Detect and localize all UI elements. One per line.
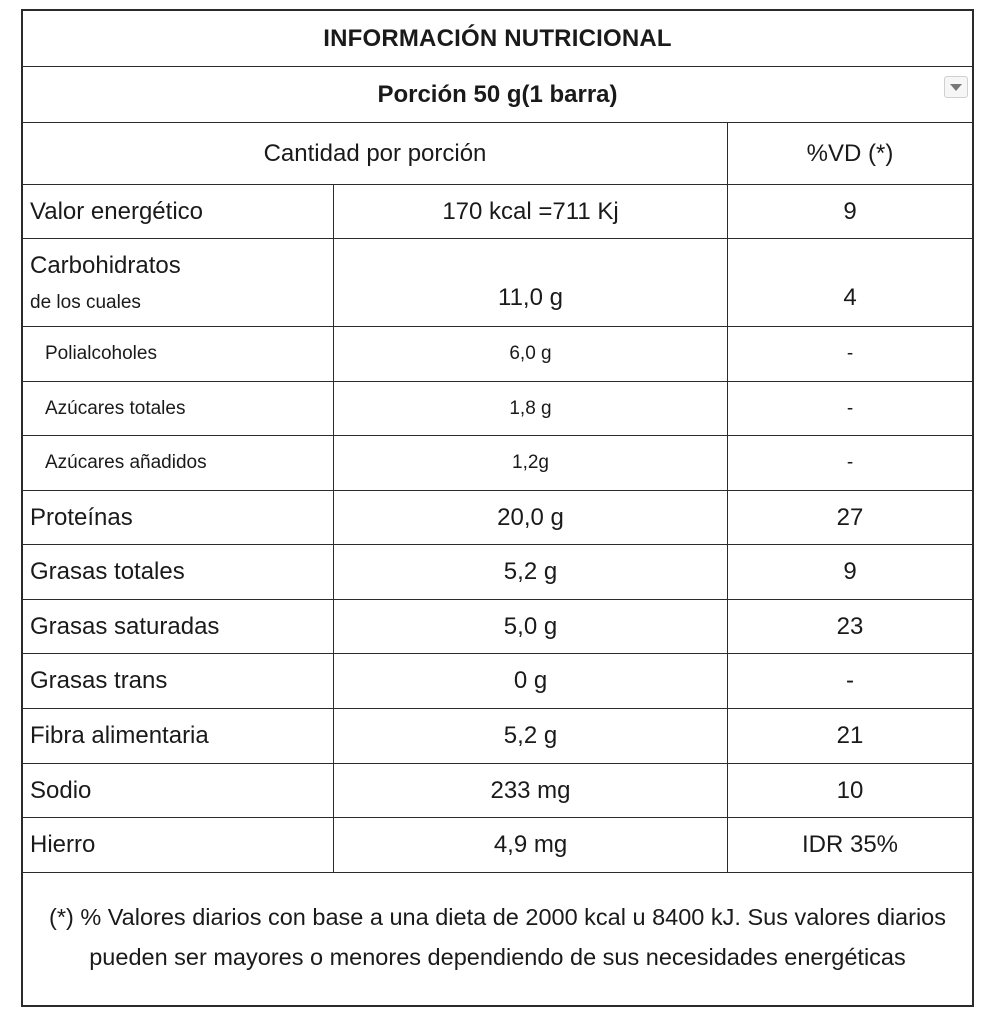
nutrient-amount: 233 mg <box>334 764 728 817</box>
table-row <box>23 654 972 709</box>
nutrient-amount: 4,9 mg <box>334 818 728 872</box>
nutrient-name-cell <box>23 239 334 326</box>
nutrient-dv: 4 <box>843 284 857 311</box>
table-title: INFORMACIÓN NUTRICIONAL <box>323 24 672 52</box>
table-row <box>23 709 972 764</box>
column-header-row <box>23 123 972 185</box>
nutrient-dv: - <box>846 667 854 694</box>
nutrient-amount: 1,8 g <box>334 382 728 435</box>
nutrient-amount: 1,2g <box>334 436 728 490</box>
nutrient-amount: 11,0 g <box>334 239 728 326</box>
nutrition-facts-table <box>21 9 974 1007</box>
nutrient-amount: 5,2 g <box>334 709 728 763</box>
nutrient-dv: 10 <box>836 776 864 804</box>
chevron-down-icon <box>950 84 962 91</box>
nutrient-dv: 9 <box>843 197 857 225</box>
dropdown-button[interactable] <box>944 76 968 98</box>
nutrient-amount: 20,0 g <box>334 491 728 544</box>
table-row <box>23 436 972 491</box>
footnote-area <box>23 869 972 1005</box>
nutrient-dv: - <box>846 397 854 419</box>
nutrient-dv: - <box>846 343 854 364</box>
portion-row <box>23 67 972 123</box>
table-row <box>23 764 972 818</box>
nutrient-name: Grasas saturadas <box>23 600 334 653</box>
table-row <box>23 600 972 654</box>
nutrient-name: Azúcares totales <box>23 382 334 435</box>
nutrient-subtitle: de los cuales <box>30 292 141 313</box>
nutrient-dv: 9 <box>843 558 857 585</box>
nutrient-name: Polialcoholes <box>23 327 334 381</box>
nutrient-name: Proteínas <box>23 491 334 544</box>
footnote: (*) % Valores diarios con base a una dieta de 2000 kcal u 8400 kJ. Sus valores diarios pueden ser mayores o menores dependiendo de sus necesidades energéticas <box>49 904 946 970</box>
nutrient-name: Fibra alimentaria <box>23 709 334 763</box>
nutrient-dv: - <box>846 452 854 473</box>
nutrient-name: Azúcares añadidos <box>23 436 334 490</box>
portion-size: Porción 50 g(1 barra) <box>377 80 618 108</box>
nutrient-amount: 170 kcal =711 Kj <box>334 185 728 238</box>
nutrient-dv: 21 <box>836 722 864 749</box>
title-row <box>23 11 972 67</box>
nutrient-dv: 27 <box>836 503 864 531</box>
nutrient-amount: 5,2 g <box>334 545 728 599</box>
nutrient-amount: 6,0 g <box>334 327 728 381</box>
nutrient-name: Grasas totales <box>23 545 334 599</box>
nutrient-name: Valor energético <box>23 185 334 238</box>
nutrient-name: Carbohidratos <box>30 252 181 279</box>
nutrient-rows <box>23 185 972 873</box>
table-row <box>23 327 972 382</box>
nutrient-dv: 23 <box>836 612 864 640</box>
dv-header: %VD (*) <box>806 139 894 167</box>
nutrient-amount: 5,0 g <box>334 600 728 653</box>
table-row <box>23 382 972 436</box>
table-row <box>23 239 972 327</box>
nutrient-dv: IDR 35% <box>801 831 899 858</box>
table-row <box>23 818 972 873</box>
nutrient-name: Hierro <box>23 818 334 872</box>
nutrient-name: Sodio <box>23 764 334 817</box>
quantity-header: Cantidad por porción <box>23 123 728 184</box>
table-row <box>23 185 972 239</box>
table-row <box>23 491 972 545</box>
nutrient-amount: 0 g <box>334 654 728 708</box>
nutrient-name: Grasas trans <box>23 654 334 708</box>
table-row <box>23 545 972 600</box>
